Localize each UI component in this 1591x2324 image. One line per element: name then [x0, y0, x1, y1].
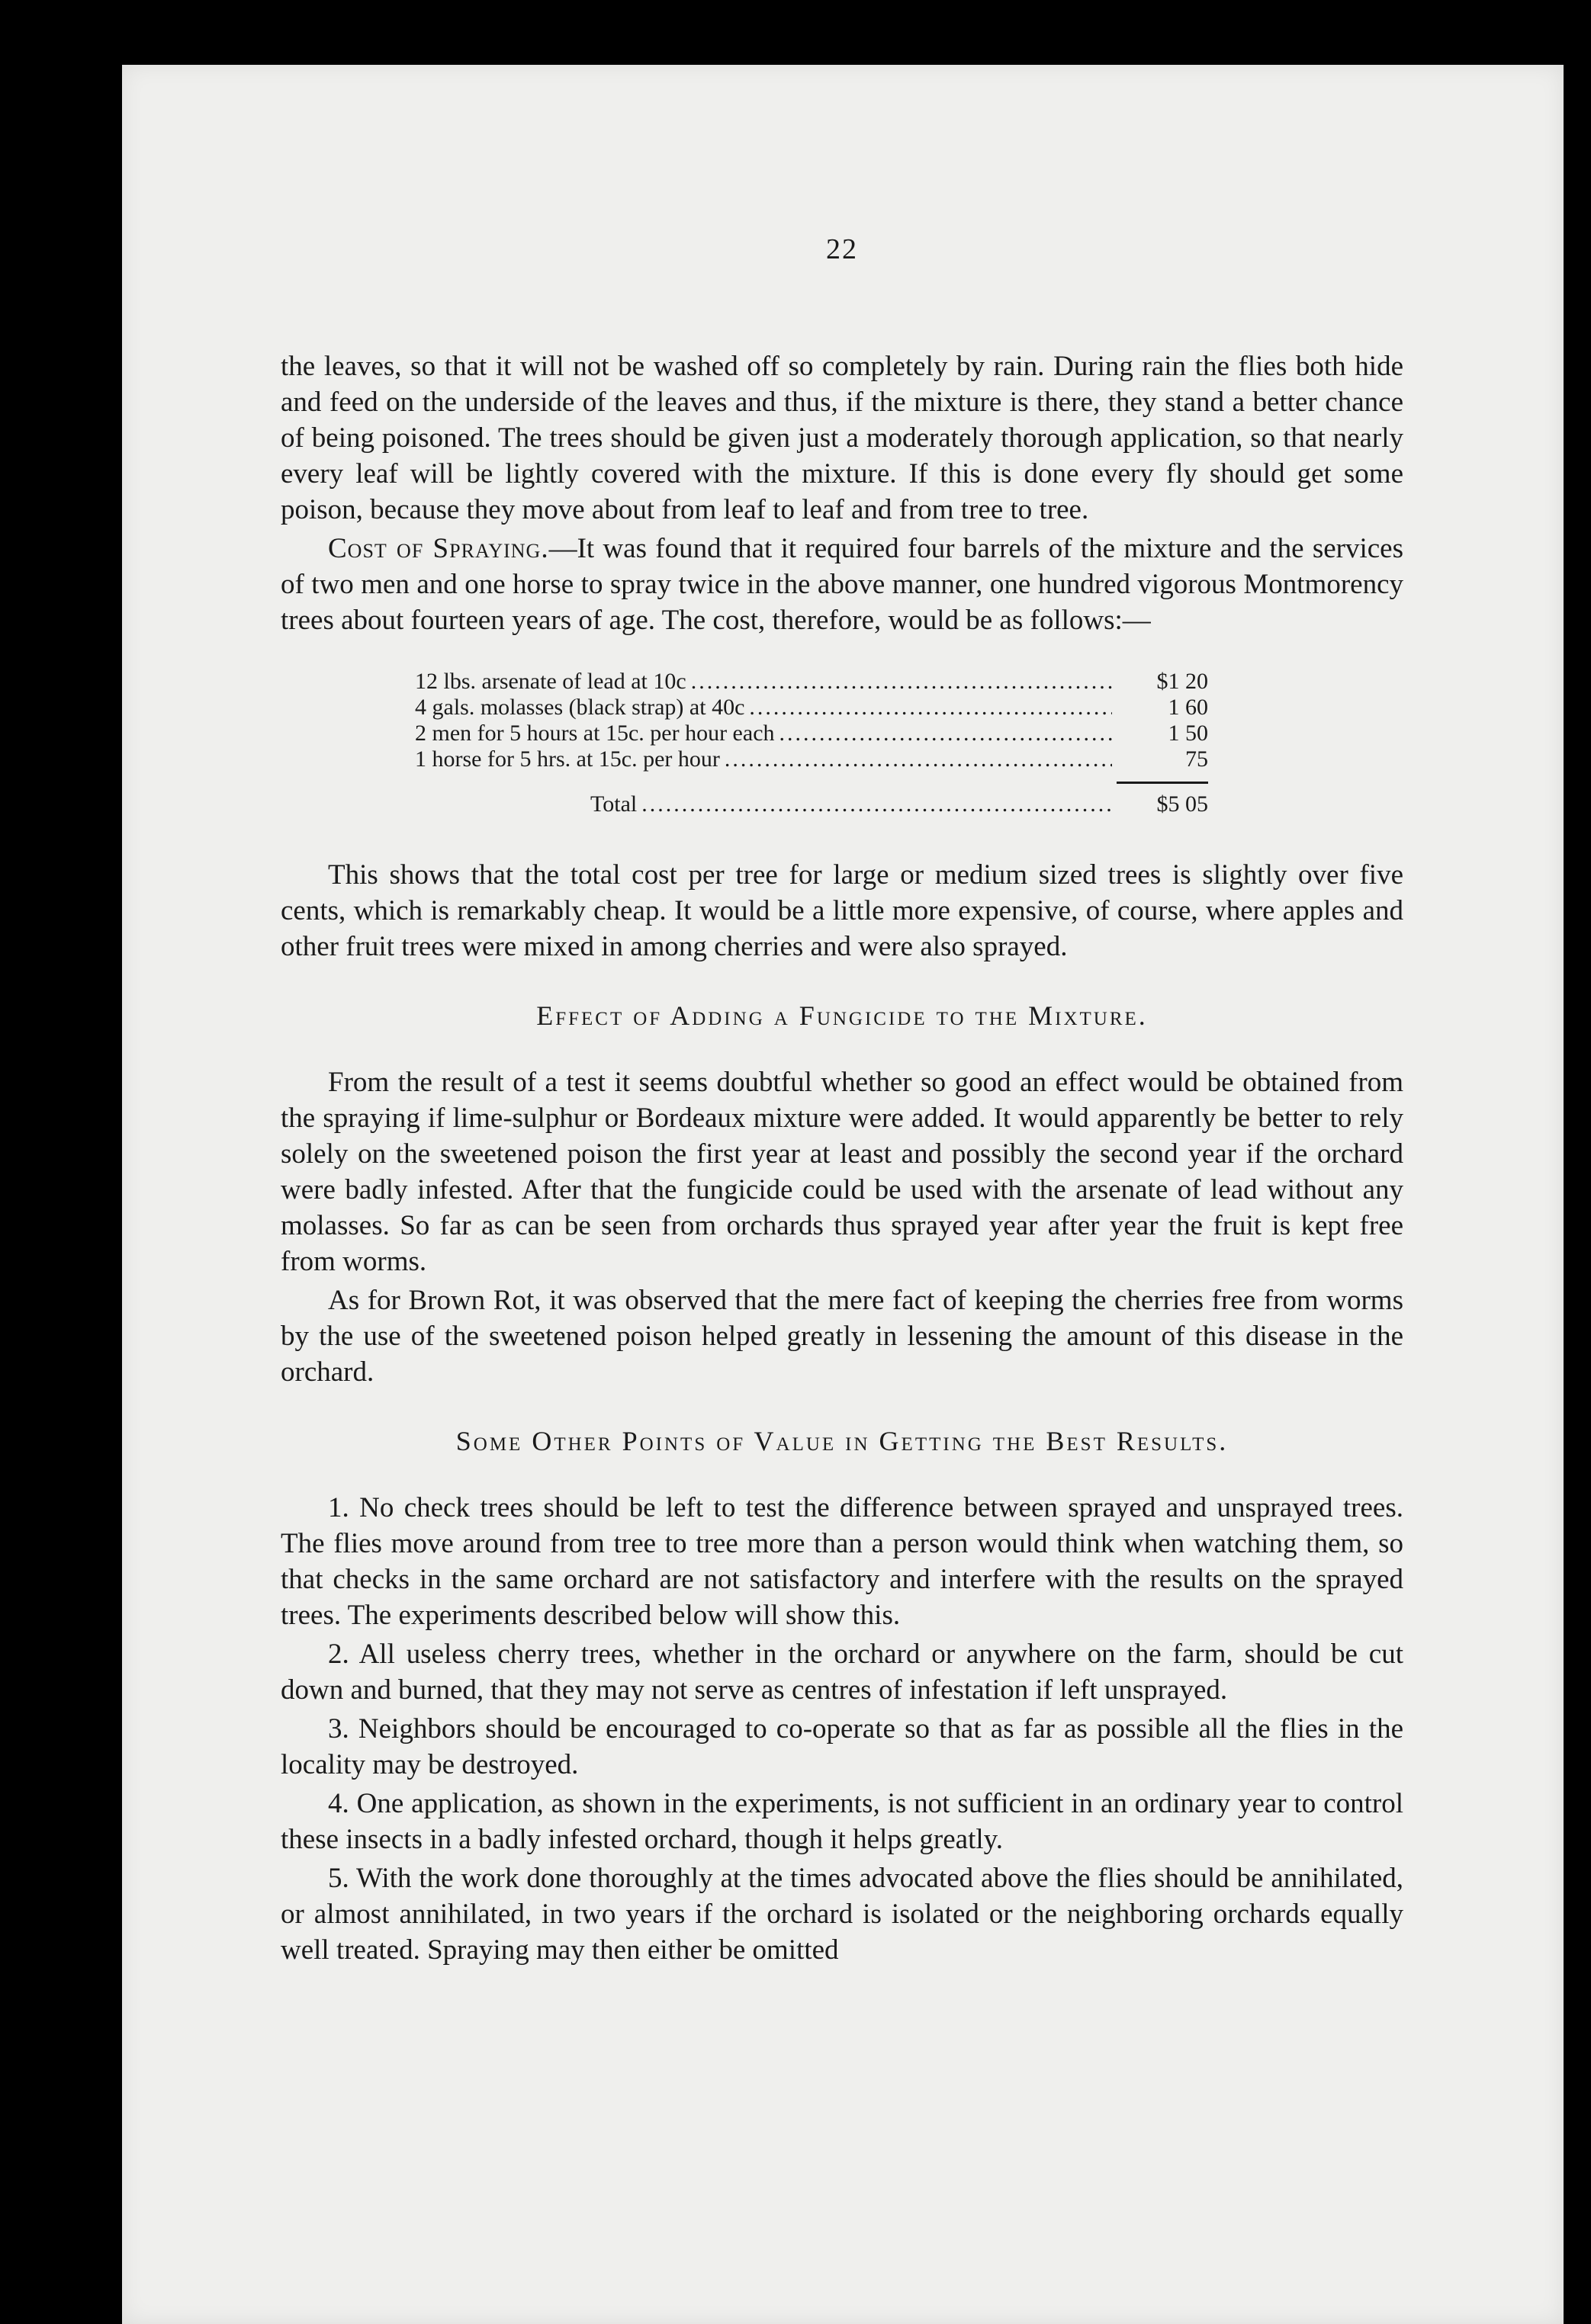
leader-dots: [779, 721, 1112, 746]
cost-row: [415, 721, 1208, 746]
cost-table: [415, 669, 1208, 817]
points-list: [281, 1490, 1403, 1968]
list-item: 2. All useless cherry trees, whether in the orchard or anywhere on the farm, should be cut down and burned, that they may not serve as centres of infestation if left unsprayed.: [281, 1639, 1403, 1706]
list-item: 5. With the work done thoroughly at the times advocated above the flies should be annihilated, or almost annihilated, in two years if the orchard is isolated or the neighboring orchards equally well treated. Spraying may then either be omitted: [281, 1863, 1403, 1966]
cost-summary: This shows that the total cost per tree for large or medium sized trees is slightly over five cents, which is remarkably cheap. It would be a little more expensive, of course, where apples and other fruit trees were mixed in among cherries and were also sprayed.: [281, 859, 1403, 962]
total-amount: $5 05: [1117, 782, 1208, 817]
cost-amount: 1 60: [1168, 695, 1208, 720]
cost-section-text: —It was found that it required four barrels of the mixture and the services of two men and one horse to spray twice in the above manner, one hundred vigorous Montmorency trees about fourteen years of age. The cost, therefore, would be as follows:—: [281, 533, 1403, 636]
cost-item: 12 lbs. arsenate of lead at 10c: [415, 669, 686, 694]
cost-amount: 1 50: [1168, 721, 1208, 746]
cost-total-row: [415, 782, 1208, 817]
cost-item: 4 gals. molasses (black strap) at 40c: [415, 695, 745, 720]
cost-amount: $1 20: [1156, 669, 1208, 694]
cost-item: 1 horse for 5 hrs. at 15c. per hour: [415, 746, 720, 772]
list-item: 4. One application, as shown in the experiments, is not sufficient in an ordinary year to control these insects in a badly infested orchard, though it helps greatly.: [281, 1788, 1403, 1855]
cost-row: [415, 695, 1208, 721]
brown-rot-paragraph: As for Brown Rot, it was observed that the mere fact of keeping the cherries free from worms by the use of the sweetened poison helped greatly in lessening the amount of this disease in the orchard.: [281, 1285, 1403, 1388]
list-item: 1. No check trees should be left to test the difference between sprayed and unsprayed trees. The flies move around from tree to tree more than a person would think when watching them, so that checks in the same orchard are not satisfactory and interfere with the results on the sprayed trees. The experiments described below will show this.: [281, 1492, 1403, 1631]
fungicide-heading: Effect of Adding a Fungicide to the Mixture.: [536, 1000, 1148, 1031]
cost-paragraph: [281, 531, 1403, 638]
document-page: [122, 65, 1564, 2324]
cost-row: [415, 746, 1208, 772]
fungicide-paragraph: From the result of a test it seems doubtful whether so good an effect would be obtained from the spraying if lime-sulphur or Bordeaux mixture were added. It would apparently be better to rely solely on the sweetened poison the first year at least and possibly the second year if the orchard were badly infested. After that the fungicide could be used with the arsenate of lead without any molasses. So far as can be seen from orchards thus sprayed year after year the fruit is kept free from worms.: [281, 1067, 1403, 1277]
leader-dots: [691, 669, 1112, 695]
points-heading: Some Other Points of Value in Getting the Best Results.: [455, 1426, 1229, 1456]
total-label: Total: [590, 791, 638, 817]
cost-item: 2 men for 5 hours at 15c. per hour each: [415, 721, 775, 746]
leader-dots: [749, 695, 1112, 721]
cost-amount: 75: [1185, 746, 1208, 772]
leader-dots: [725, 746, 1112, 772]
page-number: 22: [826, 233, 858, 265]
list-item: 3. Neighbors should be encouraged to co-operate so that as far as possible all the flies in the locality may be destroyed.: [281, 1713, 1403, 1780]
intro-paragraph: the leaves, so that it will not be washed off so completely by rain. During rain the flies both hide and feed on the underside of the leaves and thus, if the mixture is there, they stand a better chance of being poisoned. The trees should be given just a moderately thorough application, so that nearly every leaf will be lightly covered with the mixture. If this is done every fly should get some poison, because they move about from leaf to leaf and from tree to tree.: [281, 351, 1403, 525]
cost-row: [415, 669, 1208, 695]
body-text: [281, 348, 1403, 1971]
leader-dots: [641, 784, 1112, 817]
cost-section-title: Cost of Spraying.: [328, 533, 549, 564]
